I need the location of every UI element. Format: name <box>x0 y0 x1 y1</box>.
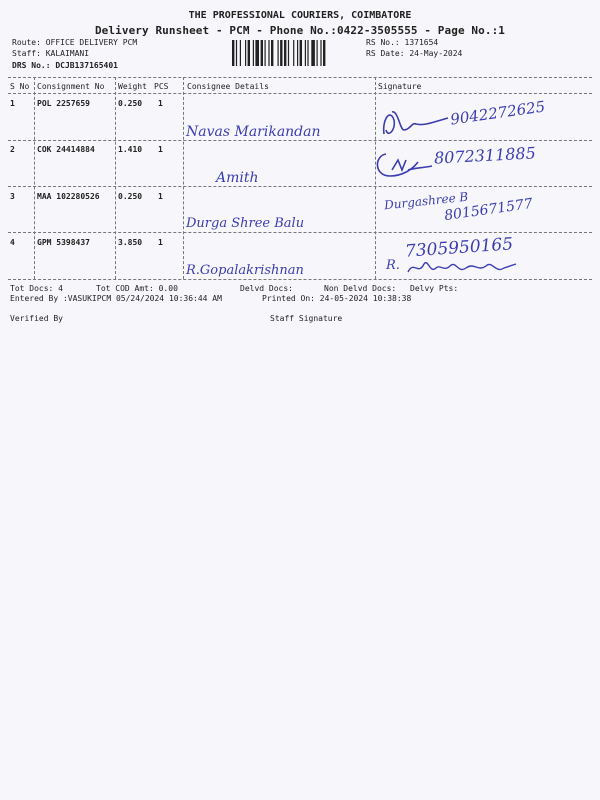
row1-sno: 1 <box>10 99 15 108</box>
row2-consignment: COK 24414884 <box>37 145 95 154</box>
drs-number: DRS No.: DCJB137165401 <box>12 61 118 70</box>
row4-consignment: GPM 5398437 <box>37 238 90 247</box>
row2-weight: 1.410 <box>118 145 143 154</box>
row4-signature-prefix: R. <box>386 258 400 273</box>
barcode-bar <box>265 40 266 66</box>
row4-signature <box>404 254 520 280</box>
column-divider <box>183 77 184 279</box>
rs-date: RS Date: 24-May-2024 <box>366 49 463 58</box>
total-docs: Tot Docs: 4 <box>10 284 63 293</box>
row3-sno: 3 <box>10 192 15 201</box>
barcode-bar <box>261 40 263 66</box>
barcode-bar <box>245 40 246 66</box>
barcode-bar <box>268 40 269 66</box>
barcode-bar <box>305 40 306 66</box>
entered-by: Entered By :VASUKIPCM 05/24/2024 10:36:44 AM <box>10 294 222 303</box>
row4-sno: 4 <box>10 238 15 247</box>
staff-text: Staff: KALAIMANI <box>12 49 90 58</box>
row-rule <box>8 232 592 233</box>
barcode-bar <box>255 40 259 66</box>
row-rule <box>8 186 592 187</box>
col-header-signature: Signature <box>378 82 422 91</box>
barcode-bar <box>253 40 254 66</box>
barcode-image <box>232 40 360 66</box>
row1-signature <box>376 100 456 144</box>
non-delivered-docs: Non Delvd Docs: <box>324 284 397 293</box>
row3-consignment: MAA 102280526 <box>37 192 100 201</box>
row3-weight: 0.250 <box>118 192 143 201</box>
col-header-pcs: PCS <box>154 82 169 91</box>
runsheet-subtitle: Delivery Runsheet - PCM - Phone No.:0422-3505555 - Page No.:1 <box>94 24 506 37</box>
barcode-bar <box>317 40 318 66</box>
column-divider <box>34 77 35 279</box>
row3-phone-handwritten: 8015671577 <box>443 195 534 225</box>
barcode-bar <box>271 40 273 66</box>
barcode-bar <box>288 40 289 66</box>
row1-phone-handwritten: 9042272625 <box>449 97 547 129</box>
row2-pcs: 1 <box>158 145 163 154</box>
barcode-bar <box>236 40 237 66</box>
barcode-bar <box>297 40 298 66</box>
barcode-bar <box>311 40 315 66</box>
row2-consignee-handwritten: Amith <box>216 170 259 186</box>
barcode-bar <box>293 40 294 66</box>
barcode-bar <box>307 40 308 66</box>
total-cod-amount: Tot COD Amt: 0.00 <box>96 284 178 293</box>
delivered-docs: Delvd Docs: <box>240 284 293 293</box>
row1-weight: 0.250 <box>118 99 143 108</box>
barcode-bar <box>280 40 282 66</box>
row4-weight: 3.850 <box>118 238 143 247</box>
route-text: Route: OFFICE DELIVERY PCM <box>12 38 138 47</box>
barcode-bar <box>284 40 286 66</box>
row1-pcs: 1 <box>158 99 163 108</box>
staff-signature-label: Staff Signature <box>270 314 343 323</box>
row2-signature <box>372 148 436 182</box>
row3-signature: Durgashree B <box>383 189 469 213</box>
row3-consignee-handwritten: Durga Shree Balu <box>186 216 305 231</box>
row3-pcs: 1 <box>158 192 163 201</box>
printed-on: Printed On: 24-05-2024 10:38:38 <box>262 294 412 303</box>
row4-phone-handwritten: 7305950165 <box>404 234 514 262</box>
rs-number: RS No.: 1371654 <box>366 38 439 47</box>
barcode-bar <box>278 40 279 66</box>
row-rule <box>8 140 592 141</box>
row1-consignee-handwritten: Navas Marikandan <box>186 124 321 140</box>
table-top-rule <box>8 77 592 78</box>
col-header-consignee: Consignee Details <box>187 82 269 91</box>
company-title: THE PROFESSIONAL COURIERS, COIMBATORE <box>188 10 412 21</box>
row4-consignee-handwritten: R.Gopalakrishnan <box>186 263 304 278</box>
barcode-bar <box>320 40 321 66</box>
barcode-bar <box>300 40 302 66</box>
row1-consignment: POL 2257659 <box>37 99 90 108</box>
col-header-weight: Weight <box>118 82 147 91</box>
column-divider <box>115 77 116 279</box>
barcode-bar <box>240 40 241 66</box>
barcode-bar <box>323 40 325 66</box>
barcode-bar <box>232 40 234 66</box>
row4-pcs: 1 <box>158 238 163 247</box>
col-header-sno: S No <box>10 82 30 91</box>
row2-sno: 2 <box>10 145 15 154</box>
header-rule <box>8 93 592 94</box>
delivery-points: Delvy Pts: <box>410 284 459 293</box>
verified-by-label: Verified By <box>10 314 63 323</box>
barcode-bar <box>248 40 250 66</box>
row2-phone-handwritten: 8072311885 <box>433 143 537 168</box>
col-header-consignment: Consignment No <box>37 82 105 91</box>
